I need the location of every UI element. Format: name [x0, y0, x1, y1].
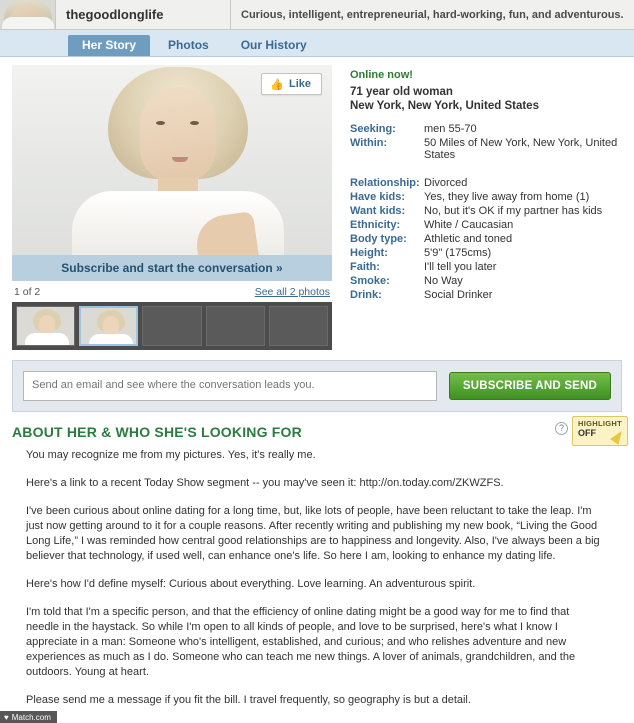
thumbnail-placeholder-4[interactable] [206, 306, 265, 346]
about-paragraph-2: Here's a link to a recent Today Show segment -- you may've seen it: http://on.today.com/ZKWZFS. [26, 477, 504, 489]
table-row [350, 136, 624, 162]
detail-label-ethnicity: Ethnicity: [350, 219, 401, 231]
username[interactable]: thegoodlonglife [56, 0, 231, 29]
like-button-label: Like [288, 78, 311, 90]
detail-label-relationship: Relationship: [350, 177, 420, 189]
photo-thumbnail-strip [12, 302, 332, 350]
photo-face-shape [140, 87, 216, 183]
online-status-badge: Online now! [350, 69, 413, 81]
see-all-photos-link[interactable]: See all 2 photos [254, 286, 330, 298]
photo-counter: 1 of 2 [14, 286, 41, 298]
page-title: ABOUT HER & WHO SHE'S LOOKING FOR [12, 424, 302, 440]
tab-photos[interactable]: Photos [168, 38, 209, 52]
table-row [350, 274, 624, 288]
detail-label-faith: Faith: [350, 261, 380, 273]
subscribe-banner[interactable]: Subscribe and start the conversation » [12, 255, 332, 281]
thumbnail-placeholder-5[interactable] [269, 306, 328, 346]
about-paragraph-3: I've been curious about online dating for a long time, but, like lots of people, have been reluctant to take the leap. I'm just now getting around to it for a couple reasons. After recently writing and publishing my new book, “Living the Good Long Life,” I was reminded how central good relationships are to happiness and longevity. Also, I've always been a big believer that technology, if used well, can enhance one's life. So here I am, looking to enhance my dating life. [26, 505, 600, 562]
table-row [350, 176, 624, 190]
detail-label-drink: Drink: [350, 289, 382, 301]
tab-her-story[interactable]: Her Story [68, 35, 150, 56]
avatar-shirt-shape [2, 17, 54, 29]
highlight-state: OFF [578, 428, 596, 438]
thumb1-body-shape [25, 333, 69, 346]
photo-meta [12, 281, 332, 302]
about-paragraph-6: Please send me a message if you fit the bill. I travel frequently, so geography is but a detail. [26, 694, 471, 706]
table-row [350, 246, 624, 260]
seeking-table [350, 122, 624, 162]
details-table [350, 176, 624, 302]
detail-value-have-kids: Yes, they live away from home (1) [424, 191, 590, 203]
watermark-label: Match.com [11, 712, 51, 722]
seeking-value: men 55-70 [424, 123, 477, 135]
photo-mouth [172, 157, 188, 162]
heart-icon: ♥ [4, 712, 9, 722]
tab-our-history[interactable]: Our History [240, 38, 307, 52]
avatar[interactable] [0, 0, 56, 29]
main-photo[interactable] [12, 65, 332, 255]
like-button[interactable] [261, 73, 322, 95]
table-row [350, 260, 624, 274]
thumbnail-2[interactable] [79, 306, 138, 346]
about-paragraph-4: Here's how I'd define myself: Curious about everything. Love learning. An adventurous spirit. [26, 578, 476, 590]
about-paragraph-1: You may recognize me from my pictures. Yes, it's really me. [26, 449, 316, 461]
profile-identity [350, 85, 624, 113]
subscribe-and-send-button[interactable]: SUBSCRIBE AND SEND [449, 372, 611, 400]
about-section [0, 412, 634, 708]
photo-eye-right [190, 121, 199, 125]
detail-value-relationship: Divorced [424, 177, 468, 189]
detail-value-ethnicity: White / Caucasian [424, 219, 514, 231]
detail-value-want-kids: No, but it's OK if my partner has kids [424, 205, 603, 217]
table-row [350, 218, 624, 232]
thumb2-body-shape [89, 334, 133, 346]
within-value: 50 Miles of New York, New York, United States [424, 137, 618, 161]
table-row [350, 190, 624, 204]
thumbnail-1[interactable] [16, 306, 75, 346]
detail-label-height: Height: [350, 247, 388, 259]
detail-label-smoke: Smoke: [350, 275, 390, 287]
table-row [350, 122, 624, 136]
detail-value-drink: Social Drinker [424, 289, 493, 301]
watermark [0, 711, 57, 723]
about-text [12, 448, 620, 708]
detail-label-have-kids: Have kids: [350, 191, 406, 203]
about-paragraph-5: I'm told that I'm a specific person, and that the efficiency of online dating might be a good way for me to find that needle in the haystack. So while I'm open to all kinds of people, and love to be surprised, here's what I know I appreciate in a man: Someone who's intelligent, established, and curious; and who relishes adventure and new experiences as much as I do. Someone who can teach me new things. A lover of animals, grandchildren, and the outdoors. Young at heart. [26, 606, 576, 678]
within-label: Within: [350, 137, 388, 149]
profile-location-line: New York, New York, United States [350, 100, 539, 112]
profile-tagline: Curious, intelligent, entrepreneurial, hard-working, fun, and adventurous. [241, 8, 624, 21]
detail-label-body-type: Body type: [350, 233, 407, 245]
thumb1-face-shape [39, 315, 55, 335]
highlight-label: HIGHLIGHT [578, 419, 622, 428]
help-icon[interactable]: ? [555, 422, 568, 435]
email-input[interactable] [23, 371, 437, 401]
detail-value-height: 5'9" (175cms) [424, 247, 492, 259]
photo-eye-left [156, 121, 165, 125]
detail-value-smoke: No Way [424, 275, 463, 287]
thumbnail-placeholder-3[interactable] [142, 306, 201, 346]
thumbs-up-icon: 👍 [270, 78, 284, 91]
profile-body [0, 57, 634, 350]
seeking-label: Seeking: [350, 123, 396, 135]
table-row [350, 232, 624, 246]
profile-age-line: 71 year old woman [350, 86, 453, 98]
profile-header [0, 0, 634, 30]
profile-details-column [332, 65, 624, 350]
photo-column [12, 65, 332, 350]
thumb2-face-shape [103, 316, 119, 336]
highlight-toggle[interactable] [572, 416, 628, 446]
detail-label-want-kids: Want kids: [350, 205, 406, 217]
profile-tabs [0, 30, 634, 57]
detail-value-faith: I'll tell you later [424, 261, 497, 273]
table-row [350, 204, 624, 218]
table-row [350, 288, 624, 302]
detail-value-body-type: Athletic and toned [424, 233, 513, 245]
email-compose-bar [12, 360, 622, 412]
